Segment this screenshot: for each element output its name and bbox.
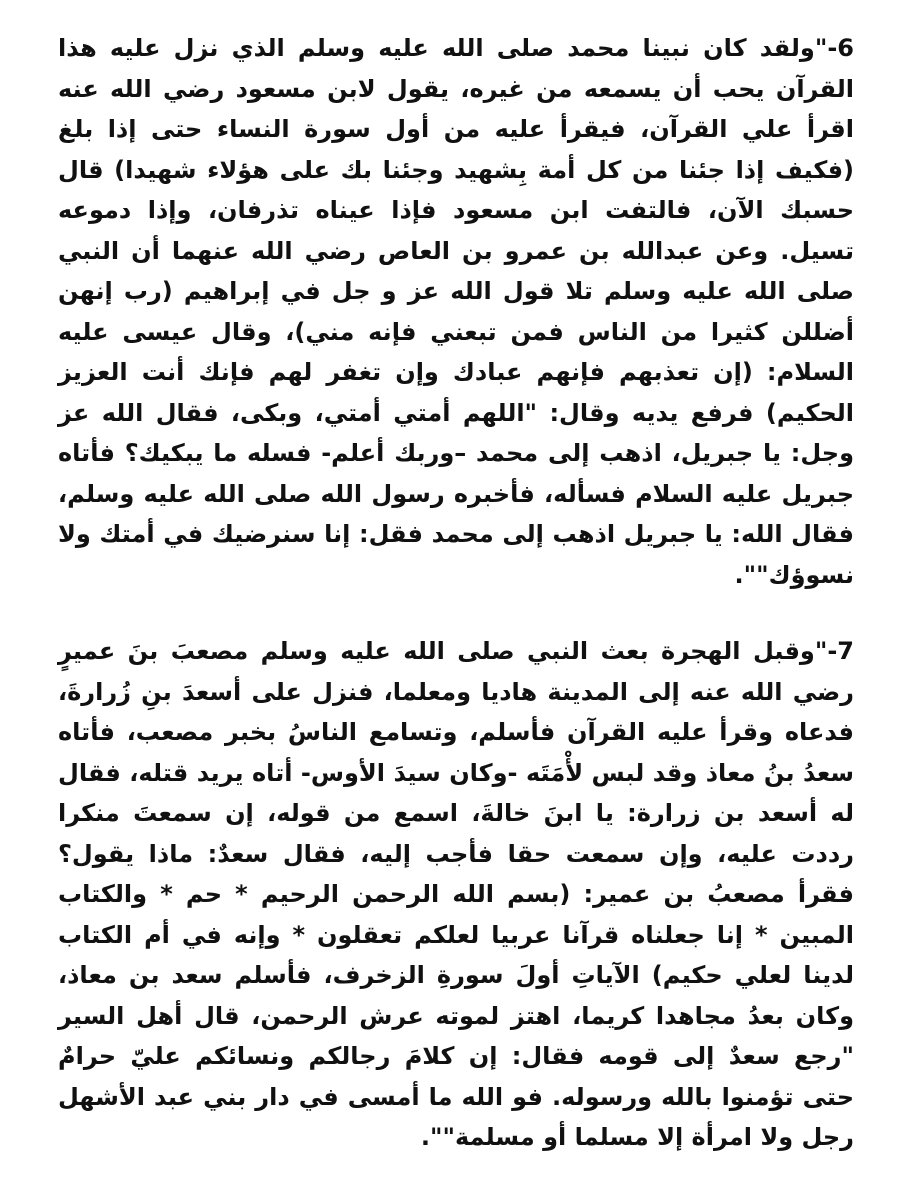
paragraph-6: 6-"ولقد كان نبينا محمد صلى الله عليه وسلم الذي نزل عليه هذا القرآن يحب أن يسمعه من غيره، يقول لابن مسعود رضي الله عنه اقرأ علي القرآن، فيقرأ عليه من أول سورة النساء حتى إذا بلغ (فكيف إذا جئنا من كل أمة بِشهيد وجئنا بك على هؤلاء شهيدا) قال حسبك الآن، فالتفت ابن مسعود فإذا عيناه تذرفان، وإذا دموعه تسيل. وعن عبدالله بن عمرو بن العاص رضي الله عنهما أن النبي صلى الله عليه وسلم تلا قول الله عز و جل في إبراهيم (رب إنهن أضللن كثيرا من الناس فمن تبعني فإنه مني)، وقال عيسى عليه السلام: (إن تعذبهم فإنهم عبادك وإن تغفر لهم فإنك أنت العزيز الحكيم) فرفع يديه وقال: "اللهم أمتي أمتي، وبكى، فقال الله عز وجل: يا جبريل، اذهب إلى محمد –وربك أعلم- فسله ما يبكيك؟ فأتاه جبريل عليه السلام فسأله، فأخبره رسول الله صلى الله عليه وسلم، فقال الله: يا جبريل اذهب إلى محمد فقل: إنا سنرضيك في أمتك ولا نسوؤك"". [58,34,854,589]
page-bottom-edge [0,1178,906,1200]
paragraph-7: 7-"وقبل الهجرة بعث النبي صلى الله عليه وسلم مصعبَ بنَ عميرٍ رضي الله عنه إلى المدينة هاديا ومعلما، فنزل على أسعدَ بنِ زُرارةَ، فدعاه وقرأ عليه القرآن فأسلم، وتسامع الناسُ بخبر مصعب، فأتاه سعدُ بنُ معاذ وقد لبس لأْمَتَه -وكان سيدَ الأوس- أتاه يريد قتله، فقال له أسعد بن زرارة: يا ابنَ خالةَ، اسمع من قوله، إن سمعتَ منكرا رددت عليه، وإن سمعت حقا فأجب إليه، فقال سعدٌ: ماذا يقول؟ فقرأ مصعبُ بن عمير: (بسم الله الرحمن الرحيم * حم * والكتاب المبين * إنا جعلناه قرآنا عربيا لعلكم تعقلون * وإنه في أم الكتاب لدينا لعلي حكيم) الآياتِ أولَ سورةِ الزخرف، فأسلم سعد بن معاذ، وكان بعدُ مجاهدا كريما، اهتز لموته عرش الرحمن، قال أهل السير "رجع سعدٌ إلى قومه فقال: إن كلامَ رجالكم ونسائكم عليّ حرامٌ حتى تؤمنوا بالله ورسوله. فو الله ما أمسى في دار بني عبد الأشهل رجل ولا امرأة إلا مسلما أو مسلمة"". [58,637,854,1151]
